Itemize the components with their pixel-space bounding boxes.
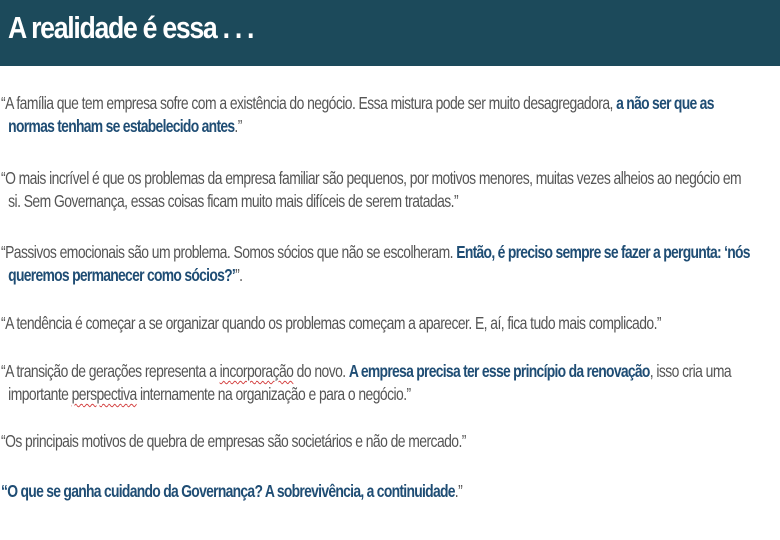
quote-text: “A família que tem empresa sofre com a existência do negócio. Essa mistura pode ser muito desagregadora,: [1, 93, 617, 113]
quote-generation-transition: [1, 360, 732, 406]
quote-line: “Os principais motivos de quebra de empresas são societários e não de mercado.”: [1, 431, 466, 451]
quote-line: [1, 92, 717, 115]
quote-text: .”: [454, 481, 463, 501]
quote-text: .”: [234, 116, 242, 136]
quote-line: [1, 383, 717, 406]
quote-text: ”.: [235, 265, 243, 285]
quote-emotional-liabilities: [1, 241, 750, 287]
quote-text: “Passivos emocionais são um problema. Somos sócios que não se escolheram.: [1, 242, 457, 262]
quote-text: , isso cria uma: [649, 361, 732, 381]
quote-line: “O mais incrível é que os problemas da empresa familiar são pequenos, por motivos menores, muitas vezes alheios ao negócio em: [1, 168, 742, 188]
spellcheck-word: perspectiva: [71, 384, 137, 404]
quote-governance-gain: [1, 480, 717, 503]
spellcheck-word: incorporação: [219, 361, 294, 381]
quote-text: internamente na organização e para o negócio.”: [136, 384, 411, 404]
quote-text: “A transição de gerações representa a: [1, 361, 220, 381]
quote-small-problems: [1, 167, 742, 213]
quote-highlight: Então, é preciso sempre se fazer a pergunta: ‘nós: [456, 242, 750, 262]
quote-highlight: normas tenham se estabelecido antes: [8, 116, 235, 136]
page-title: A realidade é essa . . .: [8, 10, 254, 45]
quote-highlight: a não ser que as: [616, 93, 714, 113]
quote-main-reasons: [1, 430, 717, 453]
quote-highlight: queremos permanecer como sócios?’: [8, 265, 236, 285]
quote-tendency: [1, 312, 717, 335]
quote-line: “A tendência é começar a se organizar quando os problemas começam a aparecer. E, aí, fica tudo mais complicado.”: [1, 313, 661, 333]
quote-highlight: A empresa precisa ter esse princípio da renovação: [348, 361, 650, 381]
quote-line: [1, 241, 750, 264]
quote-text: do novo.: [293, 361, 349, 381]
quote-line: [1, 115, 717, 138]
title-bar: [0, 0, 780, 66]
quote-line: [1, 360, 732, 383]
quote-text: “: [1, 481, 8, 501]
quote-highlight: O que se ganha cuidando da Governança? A sobrevivência, a continuidade: [7, 481, 455, 501]
quote-line: [1, 264, 717, 287]
quote-family-business: [1, 92, 717, 138]
quote-text: importante: [8, 384, 72, 404]
quote-line: si. Sem Governança, essas coisas ficam muito mais difíceis de serem tratadas.”: [8, 191, 459, 211]
quote-line: [1, 480, 717, 503]
